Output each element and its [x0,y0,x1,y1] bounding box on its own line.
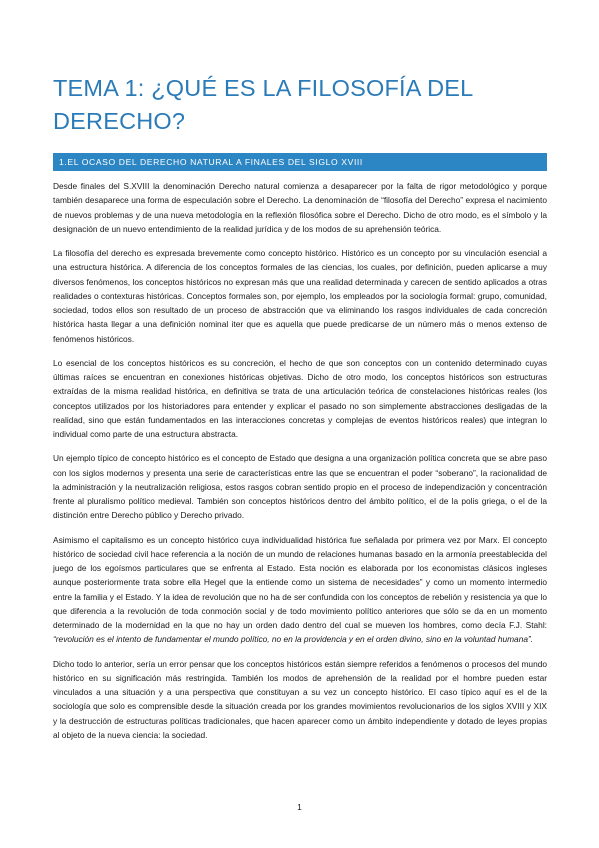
stahl-quote: “revolución es el intento de fundamentar el mundo político, no en la providencia y en el orden divino, sino en la voluntad humana”. [53,634,534,645]
body-text [53,179,547,752]
section-heading-bar [53,153,547,171]
paragraph-6: Dicho todo lo anterior, sería un error pensar que los conceptos históricos están siempre referidos a fenómenos o procesos del mundo histórico en su significación más restringida. También los modos de aprehensión de la realidad por el hombre pueden estar vinculados a una situación y a una perspectiva que constituyan a su vez un concepto histórico. El caso típico aquí es el de la sociología que solo es comprensible desde la situación creada por los grandes movimientos revolucionarios de los siglos XVIII y XIX y la destrucción de estructuras políticas tradicionales, que hacen aparecer como un ámbito independiente y dotado de leyes propias al objeto de la nueva ciencia: la sociedad. [53,658,547,740]
paragraph-5 [53,533,547,647]
paragraph-2: La filosofía del derecho es expresada brevemente como concepto histórico. Histórico es un concepto por su vinculación esencial a una estructura histórica. A diferencia de los conceptos formales de las ciencias, los cuales, por definición, pueden aplicarse a muy diversos fenómenos, los conceptos históricos no expresan más que una realidad determinada y carecen de sentido aplicados a otras realidades o contexturas históricas. Conceptos formales son, por ejemplo, los empleados por la sociología formal: grupo, comunidad, sociedad, todos ellos son resultado de un proceso de abstracción que va eliminando los rasgos individuales de cada concreción histórica hasta llegar a una definición nominal iter que es aquella que puede predicarse de un número más o menos extenso de fenómenos históricos. [53,248,547,344]
paragraph-3: Lo esencial de los conceptos históricos es su concreción, el hecho de que son conceptos con un contenido determinado cuyas últimas raíces se encuentran en conexiones históricas objetivas. Dicho de otro modo, los conceptos históricos son estructuras extraídas de la misma realidad histórica, en definitiva se trata de una articulación teórica de constelaciones históricas reales (los conceptos utilizados por los historiadores para entender y explicar el pasado no son simplemente abstracciones desligadas de la realidad, sino que están fundamentados en las interacciones concretas y complejas de eventos históricos reales) que integran lo individual como parte de una estructura abstracta. [53,357,547,439]
paragraph-4: Un ejemplo típico de concepto histórico es el concepto de Estado que designa a una organización política concreta que se abre paso con los siglos modernos y presenta una serie de características entre las que se encuentran el poder “soberano”, la racionalidad de la administración y la neutralización religiosa, estos rasgos cobran sentido propio en el proceso de independización y concentración frente al pluralismo político medieval. También son conceptos históricos dentro del ámbito político, el de la polis griega, o el de la distinción entre Derecho público y Derecho privado. [53,453,547,521]
page-number: 1 [297,802,302,812]
paragraph-5-text: Asimismo el capitalismo es un concepto histórico cuya individualidad histórica fue señalada por primera vez por Marx. El concepto histórico de sociedad civil hace referencia a la noción de un mundo de relaciones humanas basado en la armonía preestablecida del juego de los egoísmos particulares que se enfrenta al Estado. Esta noción es elaborada por los economistas clásicos ingleses aunque posteriormente trata sobre ella Hegel que la entiende como un sistema de necesidades” y como un momento intermedio entre la familia y el Estado. Y la idea de revolución que no ha de ser confundida con los conceptos de rebelión y resistencia ya que lo que diferencia a la revolución de toda conmoción social y de todo movimiento político anteriores que sólo se da en un momento determinado de la modernidad en la que no hay un orden dado dentro del cual se mueven los hombres, como decía F.J. Stahl: [53,534,547,630]
section-heading: 1.EL OCASO DEL DERECHO NATURAL A FINALES DEL SIGLO XVIII [59,157,363,167]
paragraph-1: Desde finales del S.XVIII la denominación Derecho natural comienza a desaparecer por la falta de rigor metodológico y porque también desaparece una forma de especulación sobre el Derecho. La denominación de “filosofía del Derecho” expresa el nacimiento de nuevos problemas y de una nueva metodología en la reflexión filosófica sobre el Derecho. Dicho de otro modo, es el símbolo y la designación de un nuevo entendimiento de la realidad jurídica y de los modos de su aprehensión teórica. [53,181,547,234]
page-title: TEMA 1: ¿QUÉ ES LA FILOSOFÍA DEL DERECHO? [53,75,473,134]
